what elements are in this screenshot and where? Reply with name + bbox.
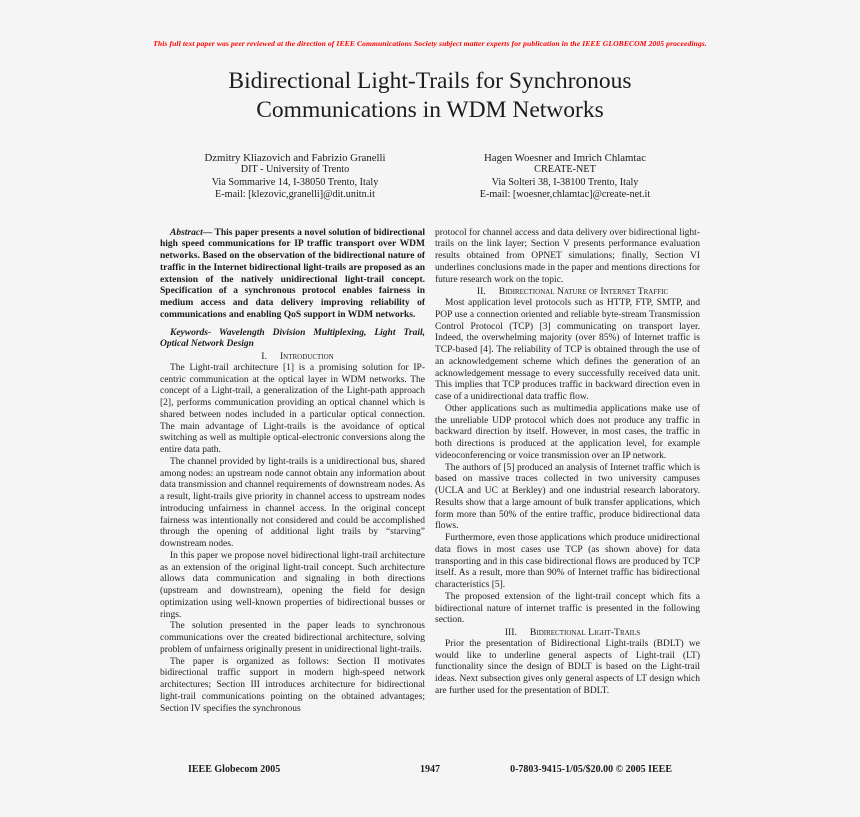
author-address-right: Via Solteri 38, I-38100 Trento, Italy — [491, 176, 639, 188]
section-title: Bidirectional Light-Trails — [529, 627, 641, 639]
peer-review-notice: This full text paper was peer reviewed at the direction of IEEE Communications Society subject matter experts for publication in the IEEE GLOBECOM 2005 proceedings. — [153, 39, 707, 48]
right-column — [435, 228, 700, 716]
author-email-left: E-mail: [klezovic,granelli]@dit.unitn.it — [215, 189, 375, 201]
section-heading-introduction — [160, 351, 425, 363]
left-column — [160, 228, 425, 716]
section-heading-bdlt — [435, 627, 700, 639]
page-number: 1947 — [420, 764, 440, 775]
keywords-paragraph — [160, 328, 425, 352]
traffic-paragraph-3: The authors of [5] produced an analysis of Internet traffic which is based on massive traces collected in two university campuses (UCLA and UC at Berkley) and one industrial research laboratory. Results show that a large amount of bulk transfer applications, which form more than 50% of the entire traffic, produce bidirectional data flows. — [435, 462, 700, 532]
intro-paragraph-4: The solution presented in the paper leads to synchronous communications over the created bidirectional architecture, solving problem of unfairness originally present in unidirectional light-trails. — [160, 621, 425, 655]
author-block-left — [160, 152, 430, 202]
footer-conference: IEEE Globecom 2005 — [188, 764, 281, 775]
author-email-right: E-mail: [woesner,chlamtac]@create-net.it — [479, 189, 651, 201]
traffic-paragraph-2: Other applications such as multimedia applications make use of the unreliable UDP protocol which does not produce any traffic in backward direction by itself. However, in most cases, the traffic in both directions is produced at the application level, for example videoconferencing or voice transmission over an IP network. — [435, 403, 700, 461]
author-names-right: Hagen Woesner and Imrich Chlamtac — [483, 152, 647, 164]
author-names-left: Dzmitry Kliazovich and Fabrizio Granelli — [204, 152, 386, 164]
section-number: II. — [476, 286, 486, 298]
author-address-left: Via Sommarive 14, I-38050 Trento, Italy — [211, 176, 379, 188]
footer-copyright: 0-7803-9415-1/05/$20.00 © 2005 IEEE — [510, 764, 672, 775]
body-columns — [160, 228, 700, 716]
author-affiliation-left: DIT - University of Trento — [240, 164, 350, 176]
keywords-text: Wavelength Division Multiplexing, Light Trail, Optical Network Design — [160, 327, 425, 350]
keywords-label: Keywords- — [170, 327, 212, 338]
page-footer — [160, 764, 700, 775]
abstract-label: Abstract— — [170, 227, 213, 238]
traffic-paragraph-4: Furthermore, even those applications which produce unidirectional data flows in most cases use TCP (as shown above) for data transporting and in this case bidirectional flows are produced by TCP itself. As a result, more than 90% of Internet traffic has bidirectional characteristics [5]. — [435, 533, 700, 591]
bdlt-paragraph-1: Prior the presentation of Bidirectional Light-trails (BDLT) we would like to underline general aspects of Light-trail (LT) functionality since the design of BDLT is based on the Light-trail ideas. Next subsection gives only general aspects of LT design which are further used for the presentation of BDLT. — [435, 638, 700, 696]
intro-paragraph-5-continuation: protocol for channel access and data delivery over bidirectional light-trails on the link layer; Section V presents performance evaluation results obtained from OPNET simulations; finally, Section VI underlines conclusions made in the paper and mentions directions for future research work on the topic. — [435, 227, 700, 285]
paper-title — [0, 67, 860, 124]
traffic-paragraph-5: The proposed extension of the light-trail concept which fits a bidirectional nature of internet traffic is presented in the following section. — [435, 591, 700, 626]
section-number: I. — [261, 351, 267, 363]
paper-title-line1: Bidirectional Light-Trails for Synchronous — [228, 68, 632, 94]
intro-paragraph-1: The Light-trail architecture [1] is a promising solution for IP-centric communication at the optical layer in WDM networks. The concept of a Light-trail, a generalization of the Light-path approach [2], performs communication providing an optical channel which is shared between nodes included in a particular optical connection. The main advantage of Light-trails is the avoidance of optical switching as well as multiple optical-electronic conversions along the entire data path. — [160, 362, 425, 456]
abstract-paragraph — [160, 228, 425, 322]
traffic-paragraph-1: Most application level protocols such as HTTP, FTP, SMTP, and POP use a connection oriented and reliable byte-stream Transmission Control Protocol (TCP) [3] communicating on transport layer. Indeed, the overwhelming majority (over 85%) of Internet traffic is TCP-based [4]. The reliability of TCP is obtained through the use of an acknowledgement scheme which defines the generation of an acknowledgement message to every successfully received data unit. This implies that TCP produces traffic in backward direction even in case of a unidirectional data traffic flow. — [435, 298, 700, 403]
intro-paragraph-2: The channel provided by light-trails is a unidirectional bus, shared among nodes: an upstream node cannot obtain any information about data transmission and channel requirements of downstream nodes. As a result, light-trails give priority in channel access to upstream nodes introducing unfairness in channel access. In the original concept fairness was intentionally not considered and could be accomplished through the opening of additional light trails by “starving” downstream nodes. — [160, 456, 425, 550]
author-blocks — [160, 152, 700, 202]
paper-title-line2: Communications in WDM Networks — [256, 96, 604, 123]
section-number: III. — [504, 627, 517, 639]
intro-paragraph-5: The paper is organized as follows: Section II motivates bidirectional traffic support in modern high-speed network architectures; Section III introduces architecture for bidirectional light-trail communications pointing on the obtained advantages; Section IV specifies the synchronous — [160, 656, 425, 714]
section-title: Introduction — [279, 351, 334, 363]
author-block-right — [430, 152, 700, 202]
section-title: Bidirectional Nature of Internet Traffic — [498, 286, 669, 298]
abstract-text: This paper presents a novel solution of bidirectional high speed communications for IP traffic transport over WDM networks. Based on the observation of the bidirectional nature of traffic in the Internet bidirectional light-trails are proposed as an extension of the natively unidirectional light-trail concept. Specification of a synchronous protocol enables fairness in medium access and data delivery improving reliability of communications and enabling QoS support in WDM networks. — [160, 227, 425, 320]
author-affiliation-right: CREATE-NET — [534, 164, 596, 176]
intro-paragraph-3: In this paper we propose novel bidirectional light-trail architecture as an extension of the original light-trail concept. Such architecture allows data communication and signaling in both directions (upstream and downstream), opening the field for design optimization using well-known properties of bidirectional busses or rings. — [160, 550, 425, 620]
section-heading-internet-traffic — [435, 286, 700, 298]
